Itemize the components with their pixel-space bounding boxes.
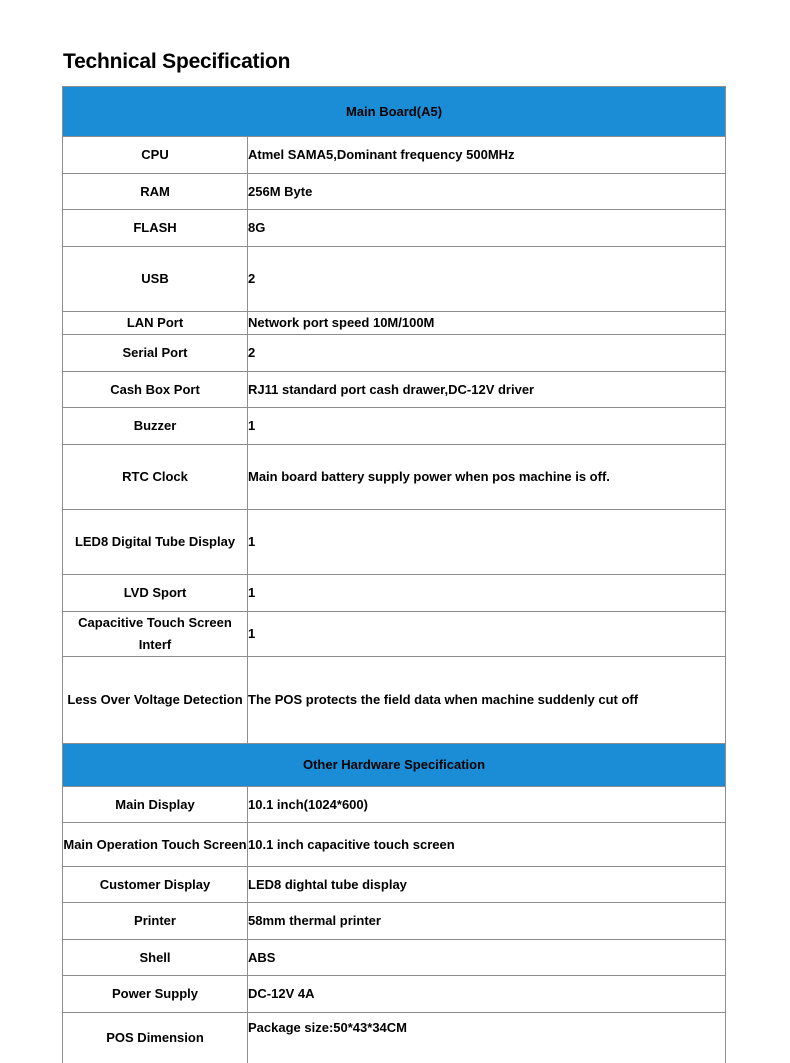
spec-value: 1	[248, 612, 726, 657]
spec-label: Main Display	[63, 787, 248, 823]
page-title: Technical Specification	[63, 50, 291, 73]
spec-label: Cash Box Port	[63, 372, 248, 408]
table-row	[63, 1013, 726, 1063]
spec-value: 1	[248, 575, 726, 612]
spec-table	[62, 86, 726, 1063]
spec-value: 256M Byte	[248, 174, 726, 210]
table-row	[63, 312, 726, 335]
spec-label: Shell	[63, 940, 248, 976]
spec-value: Package size:50*43*34CM	[248, 1013, 726, 1063]
table-row	[63, 657, 726, 744]
spec-value: The POS protects the field data when machine suddenly cut off	[248, 657, 726, 744]
table-row	[63, 445, 726, 510]
spec-value: 1	[248, 408, 726, 445]
spec-label: LED8 Digital Tube Display	[63, 510, 248, 575]
spec-value: 8G	[248, 210, 726, 247]
spec-value: 10.1 inch(1024*600)	[248, 787, 726, 823]
table-row	[63, 247, 726, 312]
spec-label: FLASH	[63, 210, 248, 247]
table-row	[63, 575, 726, 612]
section-heading: Other Hardware Specification	[63, 744, 726, 787]
spec-label: Capacitive Touch Screen Interf	[63, 612, 248, 657]
table-row	[63, 612, 726, 657]
table-row	[63, 867, 726, 903]
table-row	[63, 510, 726, 575]
spec-label: RTC Clock	[63, 445, 248, 510]
spec-label: Less Over Voltage Detection	[63, 657, 248, 744]
spec-label: LAN Port	[63, 312, 248, 335]
spec-label: RAM	[63, 174, 248, 210]
spec-label: Buzzer	[63, 408, 248, 445]
table-row	[63, 210, 726, 247]
spec-value: Main board battery supply power when pos machine is off.	[248, 445, 726, 510]
spec-value: 2	[248, 335, 726, 372]
spec-value: Network port speed 10M/100M	[248, 312, 726, 335]
spec-label: POS Dimension	[63, 1013, 248, 1063]
table-row	[63, 787, 726, 823]
section-heading: Main Board(A5)	[63, 87, 726, 137]
spec-label: Serial Port	[63, 335, 248, 372]
spec-value: LED8 dightal tube display	[248, 867, 726, 903]
table-row	[63, 940, 726, 976]
table-row	[63, 335, 726, 372]
table-row	[63, 823, 726, 867]
spec-label: Power Supply	[63, 976, 248, 1013]
table-row	[63, 137, 726, 174]
spec-value: DC-12V 4A	[248, 976, 726, 1013]
spec-value: 1	[248, 510, 726, 575]
table-row	[63, 372, 726, 408]
spec-value: 2	[248, 247, 726, 312]
spec-label: Printer	[63, 903, 248, 940]
spec-value: 58mm thermal printer	[248, 903, 726, 940]
spec-label: Main Operation Touch Screen	[63, 823, 248, 867]
spec-label: LVD Sport	[63, 575, 248, 612]
spec-label: Customer Display	[63, 867, 248, 903]
spec-value: Atmel SAMA5,Dominant frequency 500MHz	[248, 137, 726, 174]
section-header-row	[63, 87, 726, 137]
table-row	[63, 976, 726, 1013]
spec-label: CPU	[63, 137, 248, 174]
section-header-row	[63, 744, 726, 787]
table-row	[63, 903, 726, 940]
spec-label: USB	[63, 247, 248, 312]
spec-value: RJ11 standard port cash drawer,DC-12V driver	[248, 372, 726, 408]
table-row	[63, 408, 726, 445]
table-row	[63, 174, 726, 210]
spec-value: 10.1 inch capacitive touch screen	[248, 823, 726, 867]
spec-value: ABS	[248, 940, 726, 976]
